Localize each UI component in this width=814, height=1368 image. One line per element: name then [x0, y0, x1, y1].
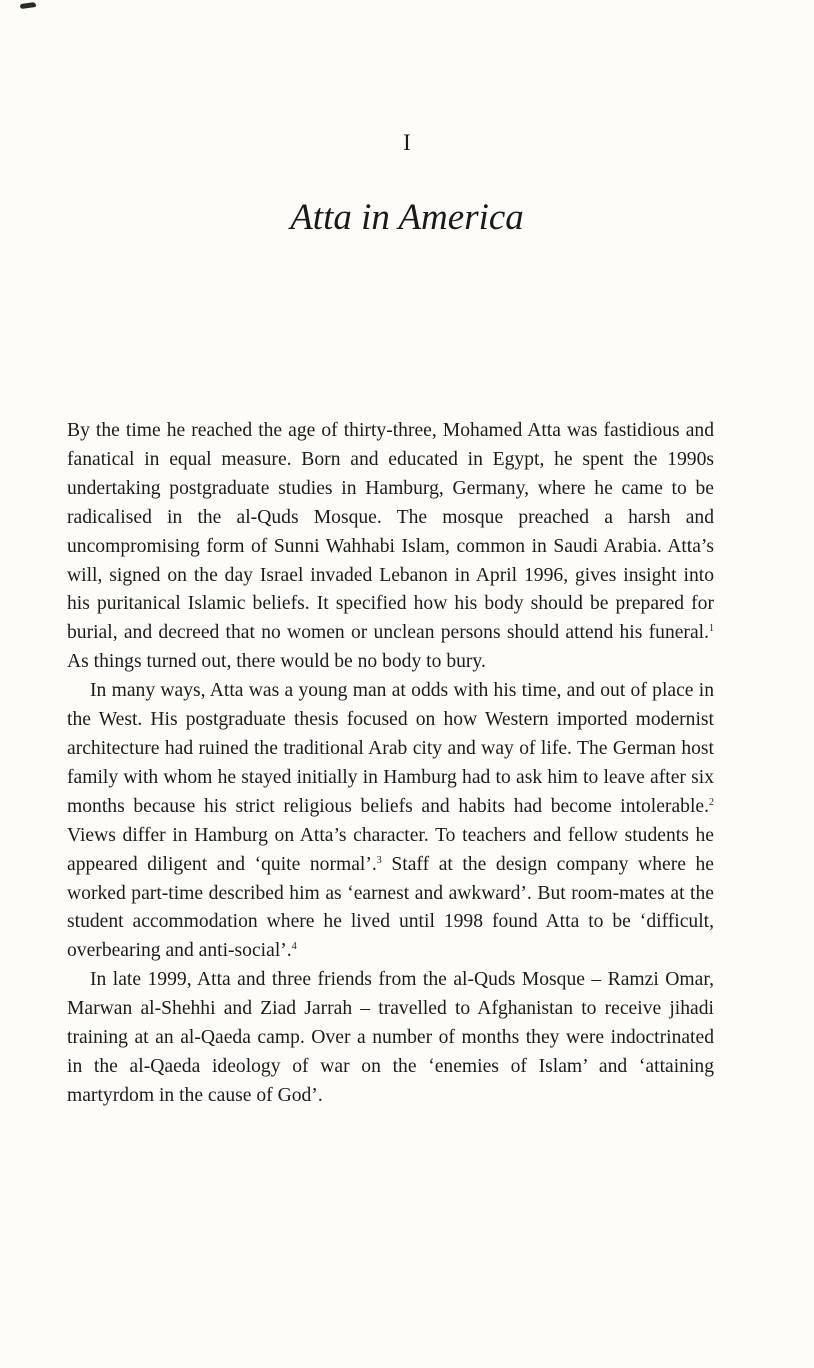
paragraph-text: As things turned out, there would be no body to bury. [67, 651, 486, 673]
footnote-marker[interactable]: 4 [291, 941, 297, 953]
paragraph-text: By the time he reached the age of thirty-three, Mohamed Atta was fastidious and fanatical in equal measure. Born and educated in Egypt, he spent the 1990s undertaking postgraduate studies in Hamburg, Germany, where he came to be radicalised in the al-Quds Mosque. The mosque preached a harsh and uncompromising form of Sunni Wahhabi Islam, common in Saudi Arabia. Atta’s will, signed on the day Israel invaded Lebanon in April 1996, gives insight into his puritanical Islamic beliefs. It specified how his body should be prepared for burial, and decreed that no women or unclean persons should attend his funeral. [67, 420, 714, 644]
paragraph-text: Views differ in Hamburg on Atta’s character. To teachers and fellow students he appeared diligent and ‘quite normal’. [67, 824, 714, 875]
footnote-marker[interactable]: 3 [376, 854, 382, 866]
paragraph-text: In many ways, Atta was a young man at odds with his time, and out of place in the West. His postgraduate thesis focused on how Western imported modernist architecture had ruined the traditional Arab city and way of life. The German host family with whom he stayed initially in Hamburg had to ask him to leave after six months because his strict religious beliefs and habits had become intolerable. [67, 680, 714, 817]
body-text [67, 417, 714, 1111]
ink-smudge-mark [20, 2, 37, 9]
paragraph [67, 417, 714, 677]
chapter-number: I [403, 130, 411, 155]
paragraph-text: Staff at the design company where he worked part-time described him as ‘earnest and awkward’. But room-mates at the student accommodation where he lived until 1998 found Atta to be ‘difficult, overbearing and anti-social’. [67, 853, 714, 962]
footnote-marker[interactable]: 1 [709, 623, 714, 635]
paragraph-text: In late 1999, Atta and three friends from the al-Quds Mosque – Ramzi Omar, Marwan al-Shehhi and Ziad Jarrah – travelled to Afghanistan to receive jihadi training at an al-Qaeda camp. Over a number of months they were indoctrinated in the al-Qaeda ideology of war on the ‘enemies of Islam’ and ‘attaining martyrdom in the cause of God’. [67, 969, 714, 1106]
footnote-marker[interactable]: 2 [709, 796, 714, 808]
paragraph [67, 966, 714, 1111]
paragraph [67, 677, 714, 966]
chapter-title: Atta in America [290, 197, 524, 238]
